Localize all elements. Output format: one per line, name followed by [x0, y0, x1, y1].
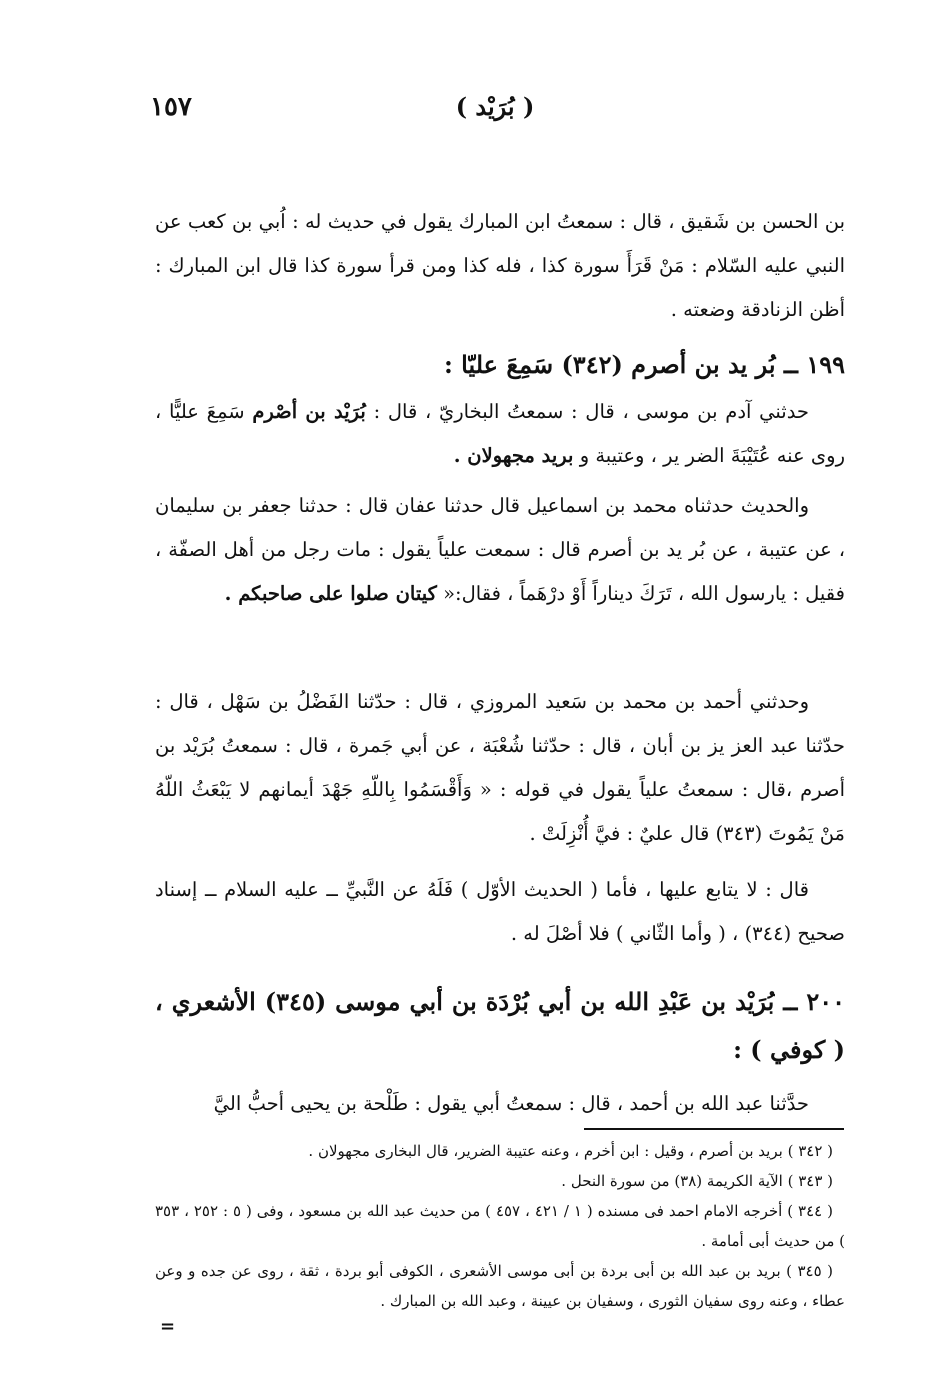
paragraph-3-quote-bold: كيتان صلوا على صاحبكم .	[224, 582, 437, 605]
paragraph-2-part-c: سَمِعَ عليًّا ، روى عنه عُتَيْبَةَ الضر ير ، وعتيبة و	[155, 400, 845, 467]
page-header	[150, 92, 840, 132]
paragraph-6	[155, 1082, 845, 1126]
footnote-343: ( ٣٤٣ ) الآية الكريمة (٣٨) من سورة النحل .	[561, 1172, 833, 1190]
running-title: ( بُرَيْد )	[455, 92, 535, 121]
paragraph-2-name-bold: بُرَيْد بن أصْرم	[252, 400, 366, 423]
continuation-mark: =	[160, 1316, 176, 1337]
paragraph-3-part-a: والحديث حدثناه محمد بن اسماعيل قال حدثنا عفان قال : حدثنا جعفر بن سليمان ، عن عتيبة ، عن بُر يد بن أصرم قال : سمعت علياً يقول : مات رجل من أهل الصفّة ، فقيل : يارسول الله ، تَرَكَ ديناراً أَوْ درْهَماً ، فقال:«	[155, 494, 845, 605]
paragraph-2-text	[155, 390, 845, 478]
paragraph-5	[155, 868, 845, 956]
entry-heading-200-text: ٢٠٠ ــ بُرَيْد بن عَبْدِ الله بن أبي بُرْدَة بن أبي موسى (٣٤٥) الأشعري ، ( كوفي ) :	[155, 987, 846, 1064]
paragraph-5-text: قال : لا يتابع عليها ، فأما ( الحديث الأوّل ) فَلَهُ عن النَّبيِّ ــ عليه السلام ــ إسناد صحيح (٣٤٤) ، ( وأما الثّاني ) فلا أصْلَ له .	[155, 878, 845, 945]
page-number: ١٥٧	[150, 92, 192, 122]
paragraph-2-verdict-bold: بريد مجهولان .	[453, 444, 574, 467]
entry-heading-199	[155, 340, 845, 390]
paragraph-1	[155, 200, 845, 332]
paragraph-4	[155, 680, 845, 856]
paragraph-4-text: وحدثني أحمد بن محمد بن سَعيد المروزي ، قال : حدّثنا الفَضْلُ بن سَهْل ، قال : حدّثنا عبد العز يز بن أبان ، قال : حدّثنا شُعْبَة ، عن أبي جَمرة ، قال : سمعتُ بُرَيْد بن أصرم ،قال : سمعتُ علياً يقول في قوله : « وَأَقْسَمُوا بِاللّهِ جَهْدَ أيمانهم لا يَبْعَثُ اللّهُ مَنْ يَمُوتَ (٣٤٣) قال عليٌ : فيَّ أُنْزِلَتْ .	[155, 690, 845, 845]
footnotes	[155, 1136, 845, 1316]
entry-heading-200	[155, 978, 845, 1074]
footnote-divider	[584, 1128, 844, 1130]
paragraph-3	[155, 484, 845, 616]
paragraph-6-text: حدَّثنا عبد الله بن أحمد ، قال : سمعتُ أبي يقول : طَلْحة بن يحيى أحبُّ اليَّ	[213, 1092, 809, 1115]
paragraph-1-text: بن الحسن بن شَقيق ، قال : سمعتُ ابن المبارك يقول في حديث له : اُبي بن كعب عن النبي عليه السّلام : مَنْ قَرَأَ سورة كذا ، فله كذا ومن قرأ سورة كذا قال ابن المبارك : أظن الزنادقة وضعته .	[155, 210, 845, 321]
paragraph-2-part-a: حدثني آدم بن موسى ، قال : سمعتُ البخاريّ ، قال :	[365, 400, 809, 423]
paragraph-2	[155, 390, 845, 478]
paragraph-3-text	[155, 484, 845, 616]
footnote-344: ( ٣٤٤ ) أخرجه الامام احمد فى مسنده ( ١ / ٤٢١ ، ٤٥٧ ) من حديث عبد الله بن مسعود ، وفى ( ٥ : ٢٥٢ ، ٣٥٣ ) من حديث أبى أمامة .	[155, 1202, 845, 1250]
footnote-345: ( ٣٤٥ ) بريد بن عبد الله بن أبى بردة بن أبى موسى الأشعرى ، الكوفى أبو بردة ، ثقة ، روى عن جده و وعن عطاء ، وعنه روى سفيان الثورى ، وسفيان بن عيينة ، وعبد الله بن المبارك .	[155, 1262, 845, 1310]
entry-heading-199-text: ١٩٩ ــ بُر يد بن أصرم (٣٤٢) سَمِعَ عليّا :	[443, 350, 845, 379]
footnote-342: ( ٣٤٢ ) بريد بن أصرم ، وقيل : ابن أخرم ، وعنه عتيبة الضرير، قال البخارى مجهولان .	[308, 1142, 833, 1160]
